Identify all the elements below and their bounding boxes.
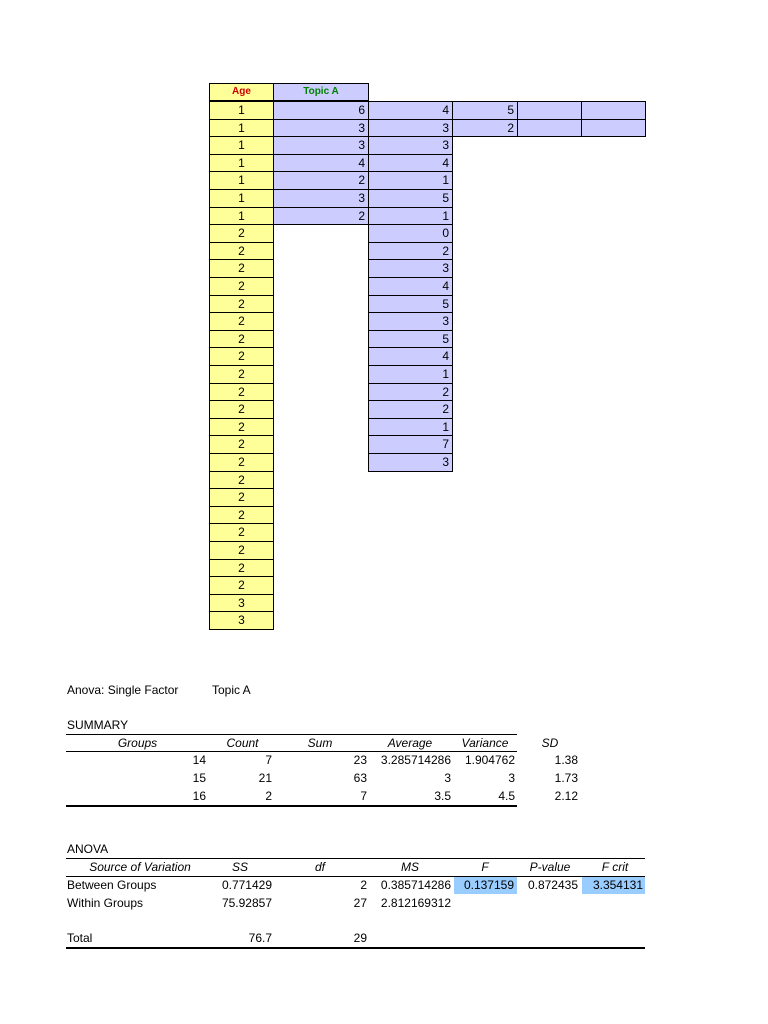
between-ss: 0.771429: [221, 878, 272, 892]
summary-header-variance: Variance: [461, 736, 509, 750]
topic-a-col-b-cell[interactable]: 2: [273, 207, 369, 226]
anova-label: ANOVA: [67, 842, 109, 856]
age-cell[interactable]: 2: [209, 453, 274, 472]
topic-a-col-c-cell[interactable]: 1: [368, 171, 453, 190]
summary-header-sum: Sum: [307, 736, 333, 750]
age-cell[interactable]: 2: [209, 312, 274, 331]
age-cell[interactable]: 3: [209, 611, 274, 630]
age-cell[interactable]: 2: [209, 435, 274, 454]
topic-a-col-c-cell[interactable]: 3: [368, 312, 453, 331]
summary-count: 7: [265, 753, 272, 767]
topic-a-col-c-cell[interactable]: 2: [368, 383, 453, 402]
summary-variance: 1.904762: [464, 753, 515, 767]
age-cell[interactable]: 2: [209, 559, 274, 578]
summary-header-sd: SD: [541, 736, 559, 750]
topic-a-col-c-cell[interactable]: 5: [368, 295, 453, 314]
topic-a-col-c-cell[interactable]: 5: [368, 189, 453, 208]
anova-header-source: Source of Variation: [89, 860, 191, 874]
age-cell[interactable]: 2: [209, 576, 274, 595]
topic-a-col-b-cell[interactable]: 6: [273, 101, 369, 120]
topic-a-col-e-cell[interactable]: [517, 101, 582, 120]
summary-variance: 4.5: [498, 789, 515, 803]
anova-topic: Topic A: [212, 683, 251, 697]
total-ss: 76.7: [248, 931, 272, 945]
summary-sum: 23: [353, 753, 367, 767]
total-label: Total: [67, 931, 93, 945]
topic-a-col-e-cell[interactable]: [517, 119, 582, 138]
age-cell[interactable]: 1: [209, 119, 274, 138]
age-cell[interactable]: 2: [209, 471, 274, 490]
age-cell[interactable]: 2: [209, 541, 274, 560]
age-cell[interactable]: 1: [209, 136, 274, 155]
summary-label: SUMMARY: [67, 718, 129, 732]
topic-a-col-c-cell[interactable]: 3: [368, 119, 453, 138]
age-cell[interactable]: 2: [209, 295, 274, 314]
anova-header-ss: SS: [231, 860, 248, 874]
age-cell[interactable]: 3: [209, 594, 274, 613]
within-ms: 2.812169312: [380, 896, 451, 910]
topic-a-col-c-cell[interactable]: 0: [368, 224, 453, 243]
summary-group: 14: [192, 753, 206, 767]
summary-sum: 7: [360, 789, 367, 803]
between-fcrit: 3.354131: [592, 878, 643, 892]
age-header[interactable]: Age: [209, 83, 274, 101]
summary-sd: 2.12: [554, 789, 578, 803]
topic-a-col-f-cell[interactable]: [581, 101, 646, 120]
summary-header-groups: Groups: [117, 736, 158, 750]
topic-a-col-c-cell[interactable]: 2: [368, 400, 453, 419]
topic-a-col-c-cell[interactable]: 5: [368, 330, 453, 349]
topic-a-col-b-cell[interactable]: 3: [273, 189, 369, 208]
between-groups-label: Between Groups: [67, 878, 157, 892]
anova-header-fcrit: F crit: [601, 860, 629, 874]
within-groups-label: Within Groups: [67, 896, 144, 910]
age-cell[interactable]: 2: [209, 418, 274, 437]
between-ms: 0.385714286: [380, 878, 451, 892]
topic-a-col-c-cell[interactable]: 3: [368, 453, 453, 472]
age-cell[interactable]: 2: [209, 347, 274, 366]
summary-sd: 1.38: [554, 753, 578, 767]
summary-count: 2: [265, 789, 272, 803]
age-cell[interactable]: 2: [209, 242, 274, 261]
topic-a-col-b-cell[interactable]: 4: [273, 154, 369, 173]
topic-a-col-c-cell[interactable]: 4: [368, 154, 453, 173]
summary-group: 15: [192, 771, 206, 785]
age-cell[interactable]: 2: [209, 277, 274, 296]
total-df: 29: [353, 931, 367, 945]
summary-variance: 3: [508, 771, 515, 785]
anova-header-f: F: [481, 860, 489, 874]
age-cell[interactable]: 1: [209, 207, 274, 226]
topic-a-col-d-cell[interactable]: 2: [452, 119, 518, 138]
summary-sum: 63: [353, 771, 367, 785]
between-f: 0.137159: [463, 878, 514, 892]
summary-count: 21: [258, 771, 272, 785]
summary-header-average: Average: [387, 736, 433, 750]
topic-a-col-c-cell[interactable]: 1: [368, 418, 453, 437]
anova-title: Anova: Single Factor: [67, 683, 179, 697]
age-cell[interactable]: 2: [209, 365, 274, 384]
age-cell[interactable]: 2: [209, 400, 274, 419]
topic-a-col-b-cell[interactable]: 2: [273, 171, 369, 190]
within-ss: 75.92857: [221, 896, 272, 910]
between-df: 2: [360, 878, 367, 892]
topic-a-col-d-cell[interactable]: 5: [452, 101, 518, 120]
topic-a-col-c-cell[interactable]: 4: [368, 347, 453, 366]
summary-sd: 1.73: [554, 771, 578, 785]
within-df: 27: [353, 896, 367, 910]
summary-average: 3.5: [434, 789, 451, 803]
age-cell[interactable]: 2: [209, 523, 274, 542]
topic-a-col-b-cell[interactable]: 3: [273, 136, 369, 155]
age-cell[interactable]: 2: [209, 259, 274, 278]
summary-average: 3: [444, 771, 451, 785]
summary-bottom-rule: [66, 805, 517, 807]
age-cell[interactable]: 2: [209, 330, 274, 349]
topic-a-col-c-cell[interactable]: 3: [368, 259, 453, 278]
summary-group: 16: [192, 789, 206, 803]
topic-a-col-c-cell[interactable]: 7: [368, 435, 453, 454]
anova-header-ms: MS: [401, 860, 419, 874]
topic-a-header[interactable]: Topic A: [273, 83, 369, 101]
topic-a-col-c-cell[interactable]: 4: [368, 277, 453, 296]
summary-average: 3.285714286: [380, 753, 451, 767]
topic-a-col-c-cell[interactable]: 4: [368, 101, 453, 120]
topic-a-col-f-cell[interactable]: [581, 119, 646, 138]
between-pvalue: 0.872435: [527, 878, 578, 892]
topic-a-col-c-cell[interactable]: 1: [368, 365, 453, 384]
summary-header-count: Count: [226, 736, 259, 750]
anova-header-df: df: [314, 860, 325, 874]
age-cell[interactable]: 1: [209, 101, 274, 120]
age-cell[interactable]: 2: [209, 488, 274, 507]
anova-header-pvalue: P-value: [529, 860, 571, 874]
age-cell[interactable]: 2: [209, 224, 274, 243]
age-cell[interactable]: 1: [209, 189, 274, 208]
topic-a-col-c-cell[interactable]: 1: [368, 207, 453, 226]
age-cell[interactable]: 1: [209, 171, 274, 190]
topic-a-col-c-cell[interactable]: 2: [368, 242, 453, 261]
age-cell[interactable]: 2: [209, 383, 274, 402]
age-cell[interactable]: 2: [209, 506, 274, 525]
age-cell[interactable]: 1: [209, 154, 274, 173]
anova-bottom-rule: [66, 947, 645, 949]
topic-a-col-b-cell[interactable]: 3: [273, 119, 369, 138]
topic-a-col-c-cell[interactable]: 3: [368, 136, 453, 155]
